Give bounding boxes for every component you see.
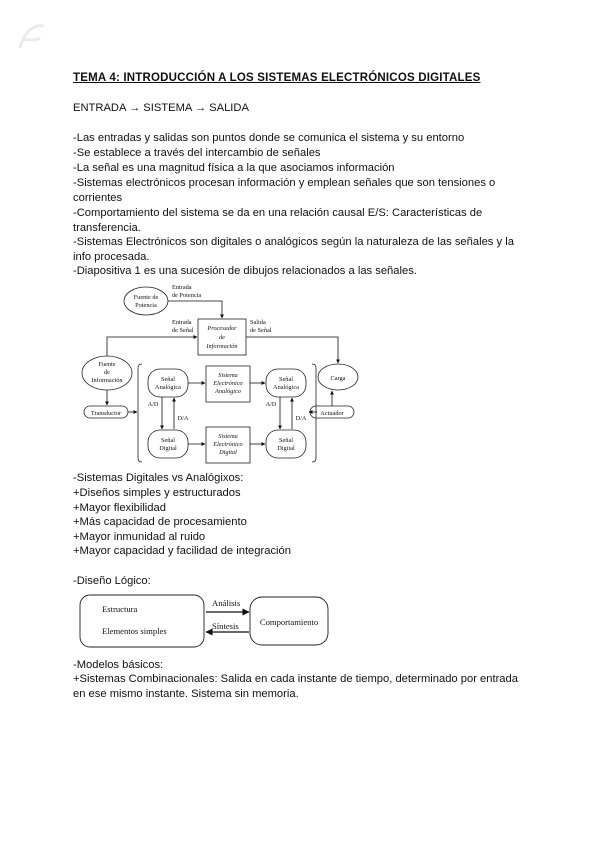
carga-label: Carga [330, 375, 346, 382]
fuente-potencia-label-2: Potencia [135, 302, 157, 309]
comparison-line: -Sistemas Digitales vs Analógixos: [73, 472, 244, 484]
entrada-potencia-label-1: Entrada [172, 284, 192, 291]
comparison-line: +Mayor capacidad y facilidad de integración [73, 545, 291, 557]
sistema-analogico-label-3: Analógico [215, 388, 241, 395]
comparison-line: +Diseños simples y estructurados [73, 487, 241, 499]
intro-line: corrientes [73, 192, 123, 204]
procesador-label-3: Información [206, 343, 238, 350]
comparison-line: +Mayor inmunidad al ruido [73, 531, 206, 543]
bracket-right [312, 364, 316, 462]
entrada-senal-label-2: de Señal [172, 327, 194, 334]
arrow-potencia [168, 301, 222, 318]
arrow-salida-senal [246, 337, 338, 363]
modelos-line: -Modelos básicos: [73, 659, 164, 671]
senal-analogica-left-box [148, 369, 188, 397]
intro-line: info procesada. [73, 251, 150, 263]
ad-left-label: A/D [147, 401, 159, 408]
procesador-label-1: Procesador [207, 325, 237, 332]
salida-senal-label-1: Salida [250, 319, 266, 326]
comportamiento-label: Comportamiento [259, 617, 319, 627]
fuente-info-label-1: Fuente [98, 361, 116, 368]
comparison-line: +Más capacidad de procesamiento [73, 516, 247, 528]
modelos-line: +Sistemas Combinacionales: Salida en cada instante de tiempo, determinado por entrada [73, 673, 518, 685]
procesador-label-2: de [219, 334, 225, 341]
intro-line: -Sistemas electrónicos procesan información y emplean señales que son tensiones o [73, 177, 496, 189]
senal-digital-left-label-1: Señal [161, 437, 175, 444]
intro-line: transferencia. [73, 222, 141, 234]
senal-digital-right-label-1: Señal [279, 437, 293, 444]
actuador-label: Actuador [320, 410, 344, 417]
ad-right-label: A/D [265, 401, 277, 408]
arrow-entrada-senal [107, 337, 197, 356]
signals-diagram [80, 282, 346, 464]
salida-senal-label-2: de Señal [250, 327, 272, 334]
da-left-label: D/A [177, 415, 189, 422]
senal-analogica-right-label-2: Analógica [273, 384, 299, 391]
estructura-label: Estructura [102, 604, 138, 614]
intro-line: -Las entradas y salidas son puntos donde se comunica el sistema y su entorno [73, 132, 465, 144]
sistema-analogico-label-1: Sistema [218, 372, 238, 379]
fuente-potencia-node [124, 287, 168, 315]
intro-line: -La señal es una magnitud física a la que asociamos información [73, 162, 395, 174]
fuente-potencia-label-1: Fuente de [133, 294, 159, 301]
senal-digital-right-box [266, 430, 306, 458]
senal-digital-right-label-2: Digital [277, 445, 295, 452]
intro-line: -Se establece a través del intercambio de señales [73, 147, 321, 159]
fuente-info-label-3: Información [91, 377, 123, 384]
comparison-line: +Mayor flexibilidad [73, 502, 166, 514]
sistema-digital-label-1: Sistema [218, 433, 238, 440]
intro-line: -Sistemas Electrónicos son digitales o analógicos según la naturaleza de las señales y la [73, 236, 514, 248]
sintesis-label: Síntesis [212, 621, 239, 631]
analisis-label: Análisis [212, 598, 241, 608]
sistema-analogico-label-2: Electrónico [213, 380, 243, 387]
fuente-info-label-2: de [104, 369, 110, 376]
senal-analogica-right-box [266, 369, 306, 397]
intro-line: -Comportamiento del sistema se da en una relación causal E/S: Características de [73, 207, 483, 219]
intro-line: -Diapositiva 1 es una sucesión de dibujos relacionados a las señales. [73, 265, 417, 277]
logic-design-diagram [78, 592, 333, 652]
entrada-senal-label-1: Entrada [172, 319, 192, 326]
modelos-line: en ese mismo instante. Sistema sin memoria. [73, 688, 299, 700]
transductor-label: Transductor [90, 410, 122, 417]
watermark-logo [14, 18, 48, 58]
sistema-digital-label-3: Digital [219, 449, 237, 456]
da-right-label: D/A [295, 415, 307, 422]
sistema-digital-label-2: Electrónico [213, 441, 243, 448]
bracket-left [138, 364, 142, 462]
diseno-heading: -Diseño Lógico: [73, 575, 151, 587]
elementos-simples-label: Elementos simples [102, 626, 167, 636]
estructura-box [80, 595, 204, 647]
senal-analogica-right-label-1: Señal [279, 376, 293, 383]
senal-digital-left-box [148, 430, 188, 458]
senal-analogica-left-label-1: Señal [161, 376, 175, 383]
entrada-potencia-label-2: de Potencia [172, 292, 202, 299]
page-title: TEMA 4: INTRODUCCIÓN A LOS SISTEMAS ELECTRÓNICOS DIGITALES [73, 72, 481, 84]
senal-analogica-left-label-2: Analógica [155, 384, 181, 391]
subtitle: ENTRADA → SISTEMA → SALIDA [73, 102, 249, 114]
senal-digital-left-label-2: Digital [159, 445, 177, 452]
